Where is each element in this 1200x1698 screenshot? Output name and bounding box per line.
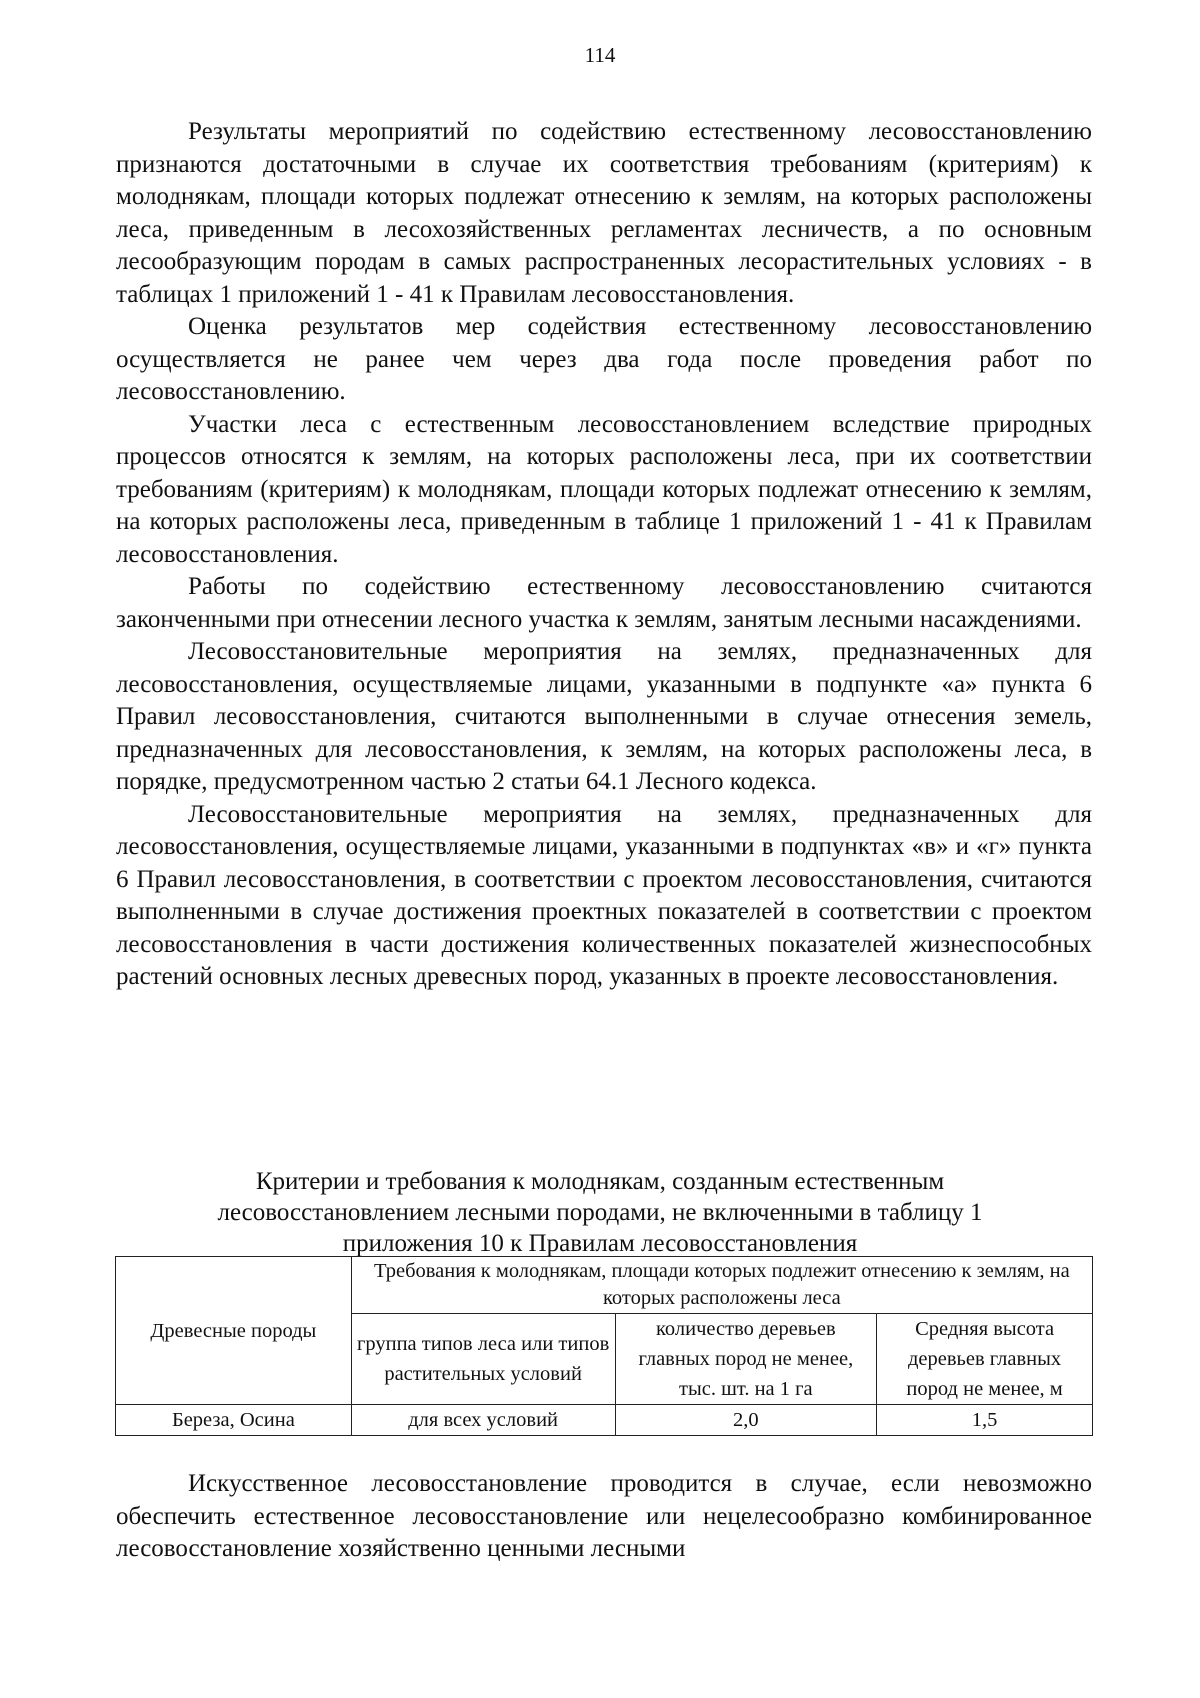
body-text	[116, 116, 1092, 994]
cell-average-height: 1,5	[877, 1405, 1093, 1436]
cell-forest-type-group: для всех условий	[351, 1405, 615, 1436]
header-forest-type-group: группа типов леса или типов растительных условий	[351, 1314, 615, 1405]
paragraph-artificial-regeneration: Искусственное лесовосстановление проводится в случае, если невозможно обеспечить естественное лесовосстановление или нецелесообразно комбинированное лесовосстановление хозяйственно ценными лесными	[116, 1470, 1092, 1562]
table-caption-line-2: лесовосстановлением лесными породами, не включенными в таблицу 1	[217, 1199, 983, 1226]
paragraph-evaluation-timing: Оценка результатов мер содействия естественному лесовосстановлению осуществляется не ранее чем через два года после проведения работ по лесовосстановлению.	[116, 313, 1092, 405]
page-number: 114	[584, 43, 616, 67]
paragraph-measures-subparagraph-a: Лесовосстановительные мероприятия на землях, предназначенных для лесовосстановления, осуществляемые лицами, указанными в подпункте «а» пункта 6 Правил лесовосстановления, считаются выполненными в случае отнесения земель, предназначенных для лесовосстановления, к землям, на которых расположены леса, в порядке, предусмотренном частью 2 статьи 64.1 Лесного кодекса.	[116, 638, 1092, 795]
paragraph-results-criteria: Результаты мероприятий по содействию естественному лесовосстановлению признаются достаточными в случае их соответствия требованиям (критериям) к молоднякам, площади которых подлежат отнесению к землям, на которых расположены леса, приведенным в лесохозяйственных регламентах лесничеств, а по основным лесообразующим породам в самых распространенных лесорастительных условиях - в таблицах 1 приложений 1 - 41 к Правилам лесовосстановления.	[116, 118, 1092, 308]
header-average-height: Средняя высота деревьев главных пород не менее, м	[877, 1314, 1093, 1405]
header-tree-count: количество деревьев главных пород не менее, тыс. шт. на 1 га	[615, 1314, 877, 1405]
body-text-after-table	[116, 1468, 1092, 1566]
paragraph-works-completed: Работы по содействию естественному лесовосстановлению считаются законченными при отнесении лесного участка к землям, занятым лесными насаждениями.	[116, 573, 1092, 633]
paragraph-natural-regeneration-plots: Участки леса с естественным лесовосстановлением вследствие природных процессов относятся к землям, на которых расположены леса, при их соответствии требованиям (критериям) к молоднякам, площади которых подлежат отнесению к землям, на которых расположены леса, приведенным в таблице 1 приложений 1 - 41 к Правилам лесовосстановления.	[116, 410, 1092, 568]
header-requirements: Требования к молоднякам, площади которых подлежит отнесению к землям, на которых расположены леса	[351, 1257, 1092, 1314]
cell-species: Береза, Осина	[116, 1405, 352, 1436]
header-tree-species: Древесные породы	[116, 1257, 352, 1405]
table-caption-line-3: приложения 10 к Правилам лесовосстановления	[342, 1230, 858, 1257]
cell-tree-count: 2,0	[615, 1405, 877, 1436]
table-row	[116, 1405, 1093, 1436]
criteria-table	[115, 1256, 1093, 1436]
table-header-row-1	[116, 1257, 1093, 1314]
paragraph-measures-subparagraphs-v-g: Лесовосстановительные мероприятия на землях, предназначенных для лесовосстановления, осуществляемые лицами, указанными в подпунктах «в» и «г» пункта 6 Правил лесовосстановления, в соответствии с проектом лесовосстановления, считаются выполненными в случае достижения проектных показателей в соответствии с проектом лесовосстановления в части достижения количественных показателей жизнеспособных растений основных лесных древесных пород, указанных в проекте лесовосстановления.	[116, 800, 1092, 990]
table-caption	[150, 1166, 1050, 1259]
table-caption-line-1: Критерии и требования к молоднякам, созданным естественным	[255, 1168, 945, 1195]
